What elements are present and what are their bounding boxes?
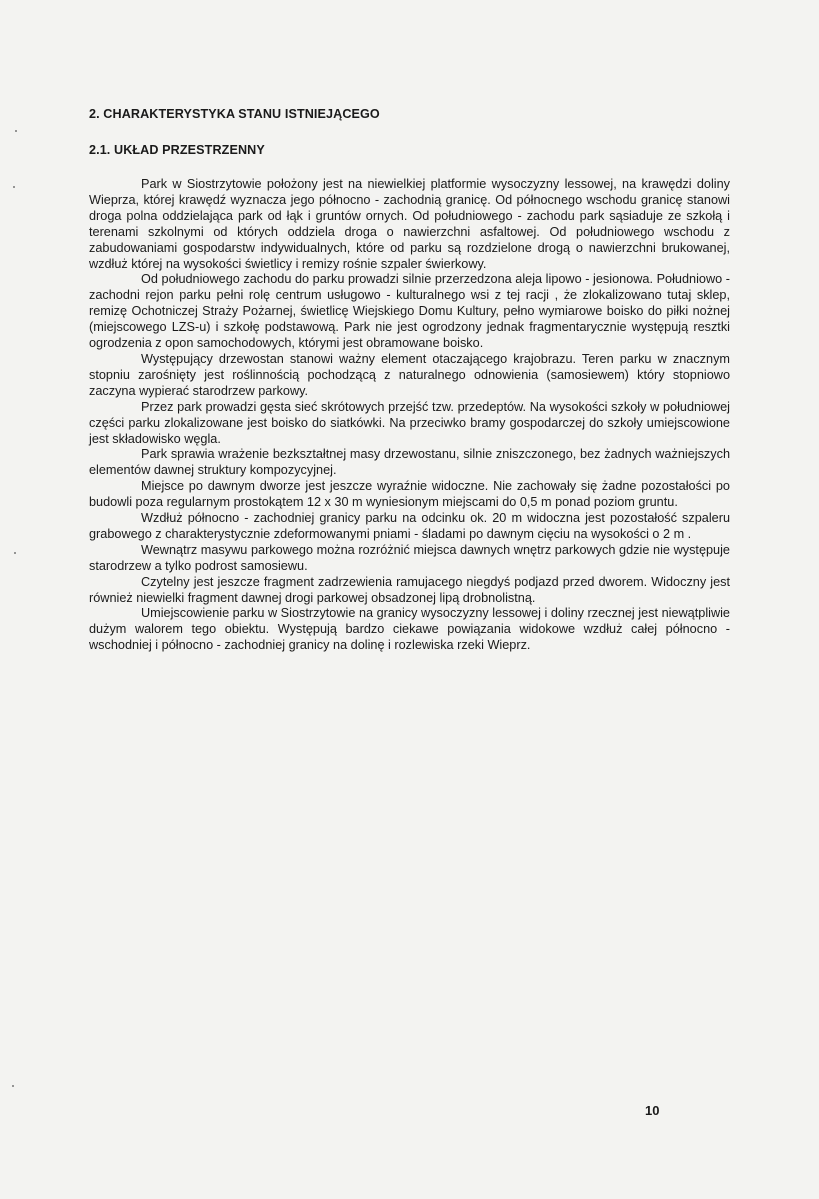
scan-speck	[14, 552, 16, 554]
paragraph: Miejsce po dawnym dworze jest jeszcze wyraźnie widoczne. Nie zachowały się żadne pozostałości po budowli poza regularnym prostokątem 12 x 30 m wyniesionym miejscami do 0,5 m ponad poziom gruntu.	[89, 479, 730, 510]
paragraph: Park sprawia wrażenie bezkształtnej masy drzewostanu, silnie zniszczonego, bez żadnych ważniejszych elementów dawnej struktury kompozycyjnej.	[89, 447, 730, 478]
scan-speck	[12, 1085, 14, 1087]
section-heading: 2. CHARAKTERYSTYKA STANU ISTNIEJĄCEGO	[89, 107, 380, 121]
paragraph: Przez park prowadzi gęsta sieć skrótowych przejść tzw. przedeptów. Na wysokości szkoły w południowej części parku zlokalizowane jest boisko do siatkówki. Na przeciwko bramy gospodarczej do szkoły umiejscowione jest składowisko węgla.	[89, 399, 730, 446]
scan-speck	[15, 130, 17, 132]
scan-speck	[13, 186, 15, 188]
paragraph: Od południowego zachodu do parku prowadzi silnie przerzedzona aleja lipowo - jesionowa. Południowo - zachodni rejon parku pełni rolę centrum usługowo - kulturalnego wsi z tej racji , że zlokalizowano tutaj sklep, remizę Ochotniczej Straży Pożarnej, świetlicę Wiejskiego Domu Kultury, pełno wymiarowe boisko do piłki nożnej (miejscowego LZS-u) i szkołę podstawową. Park nie jest ogrodzony jednak fragmentarycznie występują resztki ogrodzenia z opon samochodowych, którymi jest obramowane boisko.	[89, 272, 730, 351]
paragraph: Wzdłuż północno - zachodniej granicy parku na odcinku ok. 20 m widoczna jest pozostałość szpaleru grabowego z charakterystycznie zdeformowanymi pniami - śladami po dawnym cięciu na wysokości o 2 m .	[89, 511, 730, 541]
body-text	[89, 177, 730, 654]
paragraph: Występujący drzewostan stanowi ważny element otaczającego krajobrazu. Teren parku w znacznym stopniu zarośnięty jest roślinnością pochodzącą z naturalnego odnowienia (samosiewem) który stopniowo zaczyna wypierać starodrzew parkowy.	[89, 351, 730, 398]
subsection-heading: 2.1. UKŁAD PRZESTRZENNY	[89, 143, 265, 157]
page-number: 10	[645, 1103, 660, 1118]
paragraph: Umiejscowienie parku w Siostrzytowie na granicy wysoczyzny lessowej i doliny rzecznej jest niewątpliwie dużym walorem tego obiektu. Występują bardzo ciekawe powiązania widokowe wzdłuż całej północno - wschodniej i północno - zachodniej granicy na dolinę i rozlewiska rzeki Wieprz.	[89, 606, 730, 653]
paragraph: Wewnątrz masywu parkowego można rozróżnić miejsca dawnych wnętrz parkowych gdzie nie występuje starodrzew a tylko podrost samosiewu.	[89, 542, 730, 573]
paragraph: Park w Siostrzytowie położony jest na niewielkiej platformie wysoczyzny lessowej, na krawędzi doliny Wieprza, której krawędź wyznacza jego północno - zachodnią granicę. Od północnego wschodu granicę stanowi droga polna oddzielająca park od łąk i gruntów ornych. Od południowego - zachodu park sąsiaduje ze szkołą i terenami szkolnymi od których oddziela droga o nawierzchni asfaltowej. Od południowego wschodu z zabudowaniami gospodarstw indywidualnych, które od parku są rozdzielone drogą o nawierzchni brukowanej, wzdłuż której na wysokości świetlicy i remizy rośnie szpaler świerkowy.	[89, 177, 730, 271]
paragraph: Czytelny jest jeszcze fragment zadrzewienia ramujacego niegdyś podjazd przed dworem. Widoczny jest również niewielki fragment dawnej drogi parkowej obsadzonej lipą drobnolistną.	[89, 574, 730, 605]
